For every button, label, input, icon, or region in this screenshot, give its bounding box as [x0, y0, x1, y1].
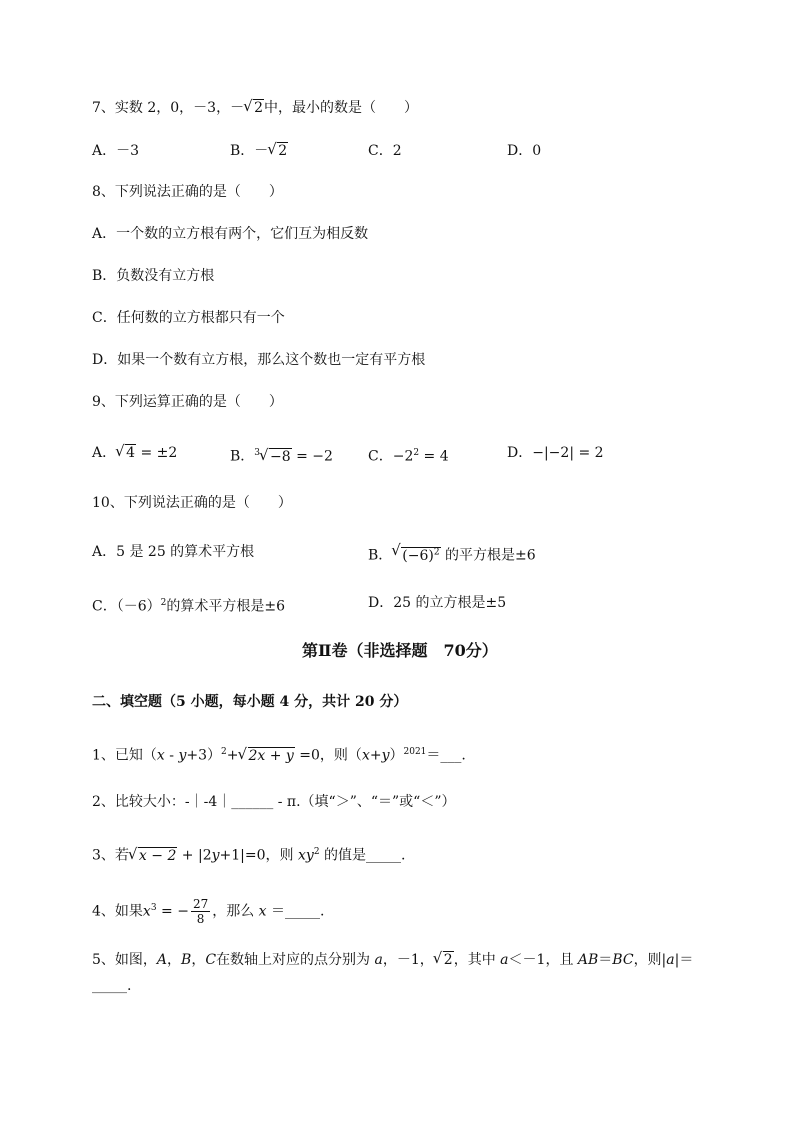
- q10-stem: 10、下列说法正确的是（ ）: [92, 495, 292, 511]
- fraction: $\frac{27}{8}$: [192, 897, 209, 926]
- fill-question-4: 4、如果$x^3$ = − $\frac{27}{8}$ ，那么 x ＝_____.: [92, 897, 325, 926]
- sqrt-symbol: √ 2: [434, 950, 454, 970]
- sqrt-symbol: √ 2: [268, 141, 288, 161]
- part2-title: 第Ⅱ卷（非选择题 70分）: [302, 641, 498, 660]
- fill-question-2: 2、比较大小：-｜-4｜______ - π.（填“＞”、“＝”或“＜”）: [92, 794, 456, 810]
- fill-question-1: 1、已知$(x - y+3)^2+√$ 2x + y =0，则$(x+y)^{2021}=\_\_\_$.: [92, 742, 466, 766]
- q8-option-d: D．如果一个数有立方根，那么这个数也一定有平方根: [92, 352, 426, 368]
- sqrt-symbol: √ 4: [116, 443, 136, 463]
- q9-option-b: B．$^3$√ −8 = −2: [230, 443, 333, 467]
- sqrt-symbol: √ 2x + y: [239, 746, 295, 766]
- q7-option-b: B．－√ 2: [230, 141, 288, 161]
- q7-option-c: C．2: [368, 143, 402, 159]
- q7-option-a: A．－3: [92, 143, 140, 159]
- q8-stem: 8、下列说法正确的是（ ）: [92, 184, 283, 200]
- q9-option-d: D．−|−2| = 2: [507, 445, 604, 461]
- fill-question-5: 5、如图，A，B，C在数轴上对应的点分别为 a，－1，√ 2，其中 a＜－1，且 AB＝BC，则|a|＝: [92, 950, 693, 970]
- q7-stem: 7、实数 2，0，－3，－√ 2中，最小的数是（ ）: [92, 98, 418, 118]
- q8-option-c: C．任何数的立方根都只有一个: [92, 310, 285, 326]
- q8-option-a: A．一个数的立方根有两个，它们互为相反数: [92, 226, 369, 242]
- q9-option-c: C．$-2^2 = 4$: [368, 448, 449, 465]
- q10-option-d: D．25 的立方根是±5: [368, 595, 507, 611]
- q9-stem: 9、下列运算正确的是（ ）: [92, 394, 283, 410]
- cube-root-symbol: √ −8: [260, 447, 292, 467]
- q9-option-a: A．√ 4 = ±2: [92, 443, 177, 463]
- q8-option-b: B．负数没有立方根: [92, 268, 215, 284]
- sqrt-symbol: √ $(-6)^2$: [392, 542, 440, 566]
- q10-option-a: A．5 是 25 的算术平方根: [92, 544, 255, 560]
- fill-section-heading: 二、填空题（5 小题，每小题 4 分，共计 20 分）: [92, 694, 408, 710]
- sqrt-symbol: √ x − 2: [129, 846, 177, 866]
- fill-question-3: 3、若√ x − 2 + |2y+1|=0，则 $xy^2$ 的值是_____.: [92, 842, 405, 866]
- sqrt-symbol: √ 2: [244, 98, 264, 118]
- q10-option-c: C．$(-6)^2$的算术平方根是±6: [92, 598, 285, 615]
- fill-question-5-blank: _____.: [92, 978, 132, 994]
- q10-option-b: B．√ $(-6)^2$ 的平方根是±6: [368, 542, 536, 566]
- q7-option-d: D．0: [507, 143, 542, 159]
